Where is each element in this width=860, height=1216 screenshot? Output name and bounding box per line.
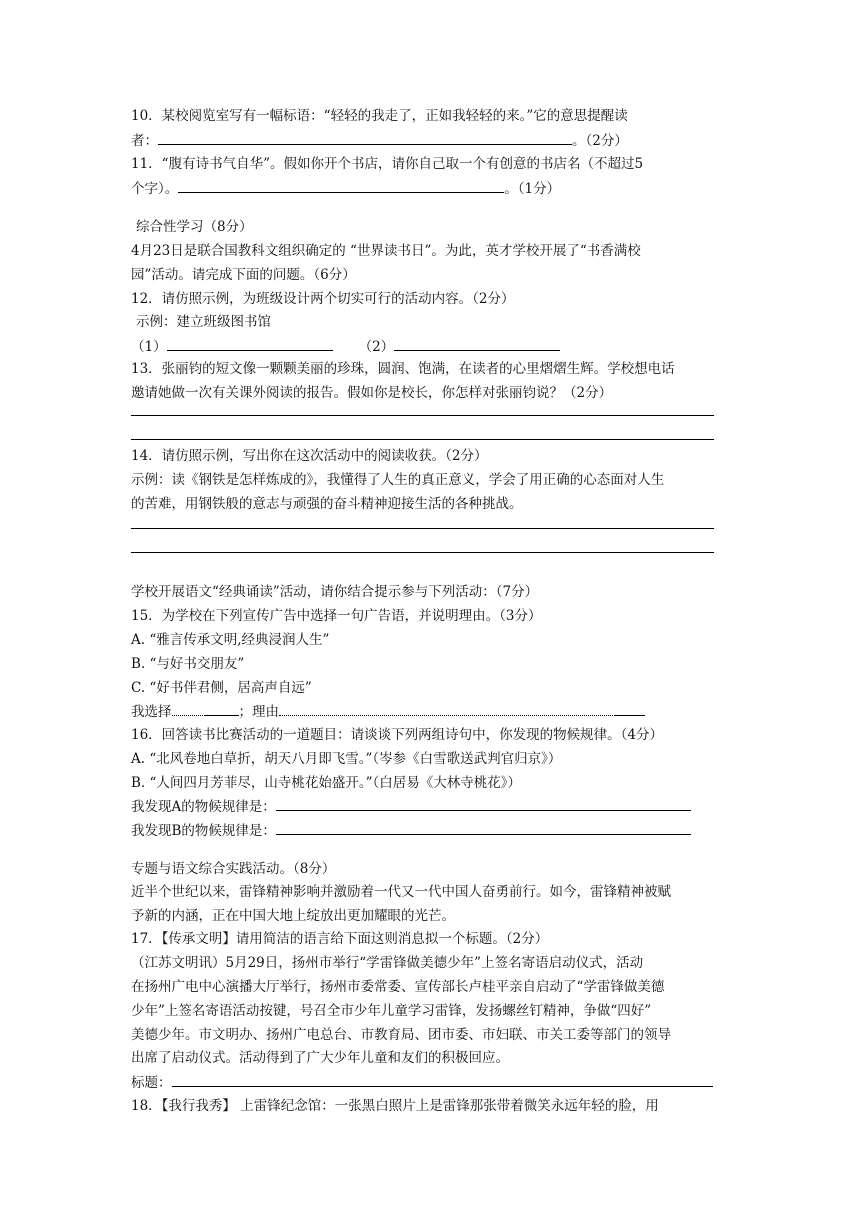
q14-example-line2: 的苦难，用钢铁般的意志与顽强的奋斗精神迎接生活的各种挑战。 <box>131 496 523 512</box>
q18-line1: 18．【我行我秀】 上雷锋纪念馆：一张黑白照片上是雷锋那张带着微笑永远年轻的脸，用 <box>131 1098 659 1114</box>
q17-news-line3: 少年”上签名寄语活动按键，号召全市少年儿童学习雷锋，发扬螺丝钉精神，争做“四好” <box>131 1003 652 1019</box>
q16-answer-a <box>131 797 691 816</box>
q16-answer-a-blank[interactable] <box>276 797 691 811</box>
q17-prompt: 17．【传承文明】请用简洁的语言给下面这则消息拟一个标题。（2分） <box>131 931 549 947</box>
q16-verse-a: A. “北风卷地白草折，胡天八月即飞雪。”（岑参《白雪歌送武判官归京》） <box>131 751 562 767</box>
q11-line2 <box>131 179 560 198</box>
q16-answer-b-label: 我发现B的物候规律是： <box>131 823 276 839</box>
q16-verse-b: B. “人间四月芳菲尽，山寺桃花始盛开。”（白居易《大林寺桃花》） <box>131 775 522 791</box>
section3-title: 专题与语文综合实践活动。（8分） <box>131 861 336 877</box>
q12-option2-label: （2） <box>358 339 395 355</box>
q17-news-line2: 在扬州广电中心演播大厅举行，扬州市委常委、宣传部长卢桂平亲自启动了“学雷锋做美德 <box>131 979 665 995</box>
q15-option-a: A. “雅言传承文明,经典浸润人生” <box>131 632 330 648</box>
q17-title-label: 标题： <box>131 1075 172 1091</box>
q12-option2-blank[interactable] <box>394 337 560 351</box>
section1-intro-line1: 4月23日是联合国教科文组织确定的 “世界读书日”。为此，英才学校开展了“书香满校 <box>131 243 641 259</box>
q11-line2-pre: 个字）。 <box>131 181 179 197</box>
q13-answer-line-1[interactable] <box>131 415 714 416</box>
q16-prompt: 16．回答读书比赛活动的一道题目：请谈谈下列两组诗句中，你发现的物候规律。（4分） <box>131 727 664 743</box>
q17-news-line4: 美德少年。市文明办、扬州广电总台、市教育局、团市委、市妇联、市关工委等部门的领导 <box>131 1027 671 1043</box>
q14-answer-line-2[interactable] <box>131 552 714 553</box>
q11-answer-blank[interactable] <box>178 179 504 193</box>
q13-answer-line-2[interactable] <box>131 439 714 440</box>
q10-line2-post: 。（2分） <box>572 133 628 149</box>
q15-choice-blank-dotted[interactable] <box>172 702 205 716</box>
section2-intro: 学校开展语文“经典诵读”活动，请你结合提示参与下列活动：（7分） <box>131 584 539 600</box>
q17-news-line1: （江苏文明讯）5月29日，扬州市举行“学雷锋做美德少年”上签名寄语启动仪式，活动 <box>131 955 644 971</box>
q11-line1: 11．“腹有诗书气自华”。假如你开个书店，请你自己取一个有创意的书店名（不超过5 <box>131 156 644 172</box>
q15-prompt: 15．为学校在下列宣传广告中选择一句广告语，并说明理由。（3分） <box>131 608 542 624</box>
q15-reason-blank-dotted[interactable] <box>279 702 615 716</box>
q15-reason-label: ；理由 <box>238 704 279 720</box>
q16-answer-b-blank[interactable] <box>276 821 691 835</box>
q16-answer-a-label: 我发现A的物候规律是： <box>131 799 276 815</box>
q10-line1: 10．某校阅览室写有一幅标语：“轻轻的我走了，正如我轻轻的来。”它的意思提醒读 <box>131 108 628 124</box>
q12-prompt: 12．请仿照示例，为班级设计两个切实可行的活动内容。（2分） <box>131 291 515 307</box>
q10-line2-pre: 者： <box>131 133 158 149</box>
q13-line1: 13．张丽钧的短文像一颗颗美丽的珍珠，圆润、饱满，在读者的心里熠熠生辉。学校想电话 <box>131 361 675 377</box>
q12-options <box>131 337 560 356</box>
q11-line2-post: 。（1分） <box>504 181 561 197</box>
q14-answer-line-1[interactable] <box>131 528 714 529</box>
q15-option-b: B. “与好书交朋友” <box>131 656 245 672</box>
q17-news-line5: 出席了启动仪式。活动得到了广大少年儿童和友们的积极回应。 <box>131 1050 509 1066</box>
section3-intro-line2: 予新的内涵，正在中国大地上绽放出更加耀眼的光芒。 <box>131 908 455 924</box>
q10-line2 <box>131 131 628 150</box>
section1-intro-line2: 园”活动。请完成下面的问题。（6分） <box>131 267 356 283</box>
q15-choice-blank[interactable] <box>205 702 239 716</box>
q14-prompt: 14．请仿照示例，写出你在这次活动中的阅读收获。（2分） <box>131 448 488 464</box>
q12-option1-label: （1） <box>131 339 167 355</box>
q14-example-line1: 示例：读《钢铁是怎样炼成的》，我懂得了人生的真正意义，学会了用正确的心态面对人生 <box>131 472 665 488</box>
section-title-integrated-study: 综合性学习（8分） <box>136 219 253 235</box>
section3-intro-line1: 近半个世纪以来，雷锋精神影响并激励着一代又一代中国人奋勇前行。如今，雷锋精神被赋 <box>131 884 671 900</box>
q15-choose-label: 我选择 <box>131 704 172 720</box>
q15-reason-blank[interactable] <box>615 702 645 716</box>
q17-title-blank[interactable] <box>172 1073 713 1087</box>
q15-answer-row <box>131 702 645 721</box>
q12-option1-blank[interactable] <box>167 337 333 351</box>
q13-line2: 邀请她做一次有关课外阅读的报告。假如你是校长，你怎样对张丽钧说？（2分） <box>131 385 613 401</box>
q15-option-c: C. “好书伴君侧，居高声自远” <box>131 680 312 696</box>
q10-answer-blank[interactable] <box>158 131 572 145</box>
q17-title-row <box>131 1073 713 1092</box>
q16-answer-b <box>131 821 691 840</box>
q12-example: 示例：建立班级图书馆 <box>136 314 271 330</box>
